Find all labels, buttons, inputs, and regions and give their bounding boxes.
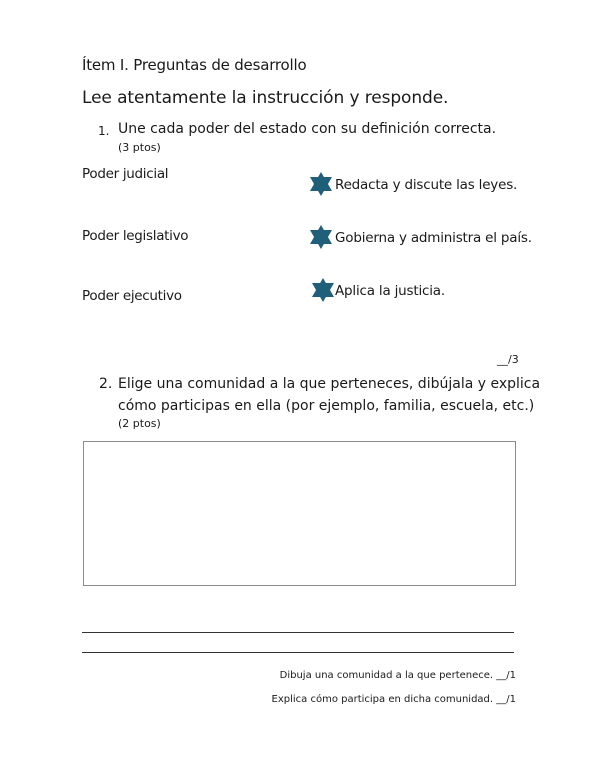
definition-executive: Gobierna y administra el país. <box>335 230 532 246</box>
question-1-points: (3 ptos) <box>118 141 161 154</box>
criteria-drawing: Dibuja una comunidad a la que pertenece. __/1 <box>279 670 516 681</box>
question-1-text: Une cada poder del estado con su definición correcta. <box>118 121 497 137</box>
star-of-david-icon[interactable] <box>310 277 336 303</box>
instruction: Lee atentamente la instrucción y responde. <box>82 88 449 108</box>
question-2-number: 2. <box>99 376 113 392</box>
question-1-number: 1. <box>98 124 110 138</box>
answer-line[interactable] <box>82 632 514 633</box>
item-title: Ítem I. Preguntas de desarrollo <box>82 56 307 74</box>
question-2-text-line-2: cómo participas en ella (por ejemplo, familia, escuela, etc.) <box>118 398 535 414</box>
star-of-david-icon[interactable] <box>308 171 334 197</box>
star-of-david-icon[interactable] <box>308 224 334 250</box>
power-legislative: Poder legislativo <box>82 228 189 244</box>
answer-line[interactable] <box>82 652 514 653</box>
question-2-text-line-1: Elige una comunidad a la que perteneces, dibújala y explica <box>118 376 541 392</box>
power-executive: Poder ejecutivo <box>82 288 182 304</box>
criteria-explanation: Explica cómo participa en dicha comunidad. __/1 <box>271 694 516 705</box>
definition-legislative: Redacta y discute las leyes. <box>335 177 518 193</box>
question-2-points: (2 ptos) <box>118 417 161 430</box>
question-1-score: __/3 <box>497 353 519 366</box>
definition-judicial: Aplica la justicia. <box>335 283 445 299</box>
drawing-area[interactable] <box>83 441 516 586</box>
power-judicial: Poder judicial <box>82 166 169 182</box>
